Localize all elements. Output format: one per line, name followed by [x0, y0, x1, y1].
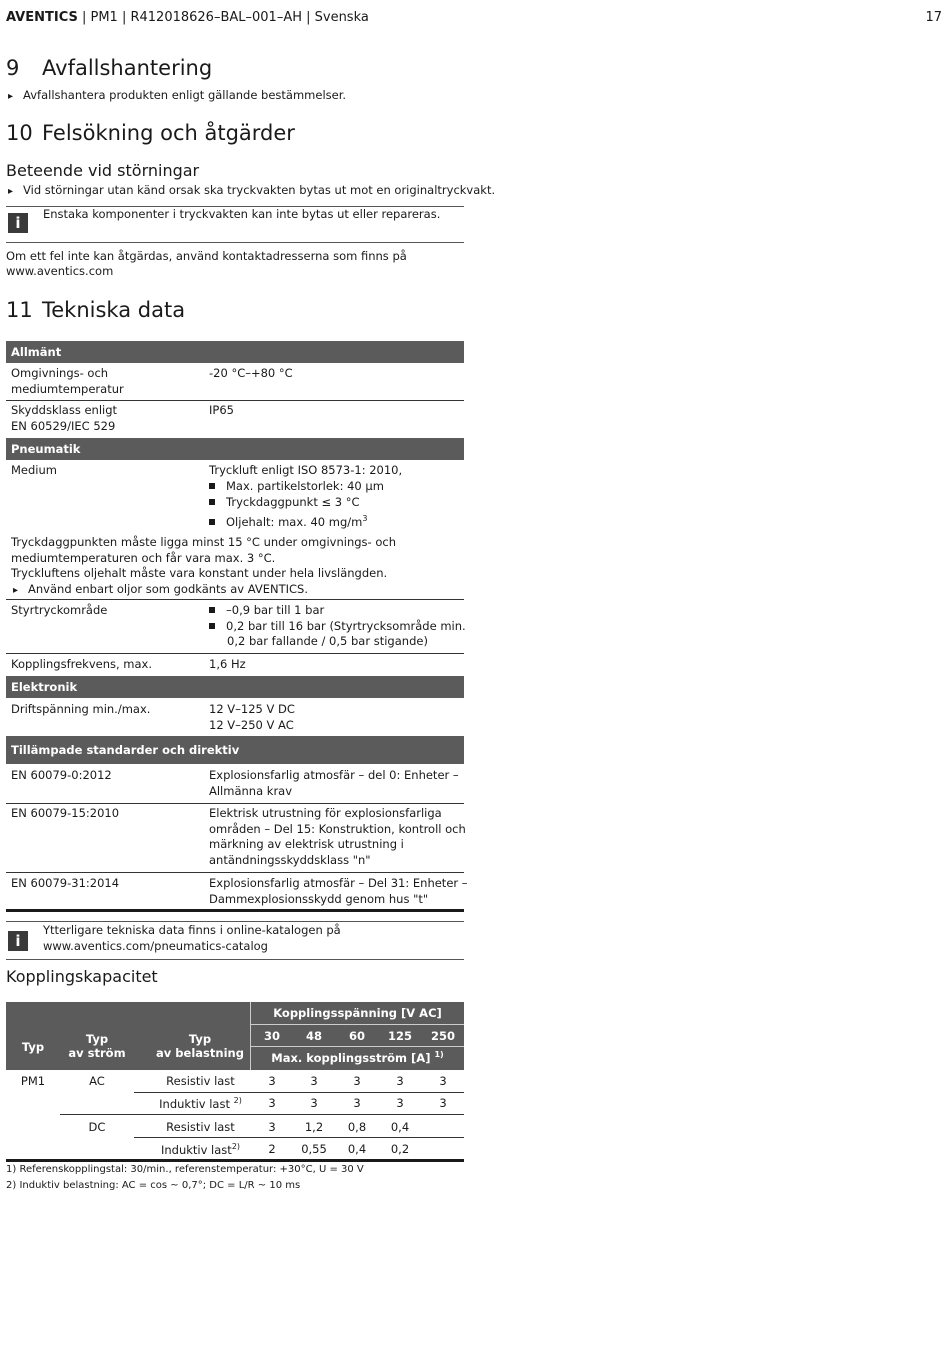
row-divider [134, 1092, 464, 1093]
running-header [6, 10, 369, 25]
row-value: Elektrisk utrustning för explosionsfarliga områden – Del 15: Konstruktion, kontroll och märkning av elektrisk utrustning i antändningsskyddsklass "n" [209, 806, 466, 867]
row-value: 12 V–125 V DC 12 V–250 V AC [209, 702, 295, 732]
medium-bullet: Tryckdaggpunkt ≤ 3 °C [209, 495, 360, 511]
load-label: Resistiv last [166, 1074, 235, 1088]
val-cell: 3 [268, 1120, 276, 1134]
row-label: Kopplingsfrekvens, max. [11, 657, 153, 671]
row-label: Skyddsklass enligt EN 60529/IEC 529 [11, 403, 118, 433]
footnote-2: 2) Induktiv belastning: AC = cos ~ 0,7°; DC = L/R ~ 10 ms [6, 1180, 301, 1191]
cell-typ: PM1 [20, 1074, 46, 1088]
group-header-pneumatik: Pneumatik [6, 438, 464, 460]
catalog-note: Ytterligare tekniska data finns i online-katalogen på www.aventics.com/pneumatics-catalog [43, 923, 341, 953]
volt-250: 250 [430, 1029, 455, 1043]
table-bottom-rule [6, 1159, 464, 1162]
group-header-standarder: Tillämpade standarder och direktiv [6, 736, 464, 764]
medium-note: Tryckdaggpunkten måste ligga minst 15 °C under omgivnings- och mediumtemperaturen och får vara max. 3 °C. Tryckluftens oljehalt måste vara konstant under hela livslängden. ▸ Använd enbart oljor som godkänts av AVENTICS. [11, 535, 396, 598]
row-divider [6, 803, 464, 804]
row-label: EN 60079-15:2010 [11, 806, 120, 820]
info-icon: i [8, 931, 28, 951]
section-title: Avfallshantering [42, 56, 213, 80]
page-number: 17 [925, 10, 942, 25]
section-11-heading [6, 298, 185, 322]
section-title: Tekniska data [42, 298, 186, 322]
val-cell: 3 [396, 1096, 404, 1110]
info-note: Enstaka komponenter i tryckvakten kan inte bytas ut eller repareras. [43, 207, 441, 221]
header-doc-info: | PM1 | R412018626–BAL–001–AH | Svenska [77, 10, 369, 25]
val-cell: 0,4 [390, 1120, 410, 1134]
row-divider [6, 872, 464, 873]
row-divider [134, 1137, 464, 1138]
row-value: -20 °C–+80 °C [209, 366, 293, 380]
divider [6, 921, 464, 922]
col-kopplingsspanning: Kopplingsspänning [V AC] [273, 1006, 442, 1020]
row-value: Tryckluft enligt ISO 8573-1: 2010, [209, 463, 403, 477]
s9-bullet: ▸ Avfallshantera produkten enligt gällande bestämmelser. [8, 88, 346, 105]
row-label: EN 60079-0:2012 [11, 768, 112, 782]
group-header-elektronik: Elektronik [6, 676, 464, 698]
divider [6, 242, 464, 243]
section-title: Felsökning och åtgärder [42, 121, 295, 145]
group-header-allmant: Allmänt [6, 341, 464, 363]
val-cell: 3 [439, 1074, 447, 1088]
brand: AVENTICS [6, 10, 78, 25]
s10-bullet: ▸ Vid störningar utan känd orsak ska tryckvakten bytas ut mot en originaltryckvakt. [8, 183, 495, 200]
val-cell: 3 [396, 1074, 404, 1088]
table-bottom-rule [6, 909, 464, 912]
val-cell: 0,55 [301, 1142, 327, 1156]
val-cell: 3 [310, 1096, 318, 1110]
row-label: EN 60079-31:2014 [11, 876, 120, 890]
volt-60: 60 [348, 1029, 365, 1043]
section-9-heading [6, 56, 212, 80]
val-cell: 0,8 [347, 1120, 367, 1134]
section-10-heading [6, 121, 295, 145]
col-typ-belastning: Typ av belastning [156, 1032, 244, 1060]
subheading-storningar: Beteende vid störningar [6, 161, 200, 180]
val-cell: 3 [310, 1074, 318, 1088]
load-label: Resistiv last [166, 1120, 235, 1134]
row-value: Explosionsfarlig atmosfär – Del 31: Enheter – Dammexplosionsskydd genom hus "t" [209, 876, 468, 906]
volt-125: 125 [387, 1029, 412, 1043]
row-value: Explosionsfarlig atmosfär – del 0: Enheter – Allmänna krav [209, 768, 459, 798]
col-typ-strom: Typ av ström [68, 1032, 126, 1060]
val-cell: 3 [353, 1074, 361, 1088]
divider [6, 959, 464, 960]
cell-dc: DC [88, 1120, 106, 1134]
load-label: Induktiv last$^{2)}$ [160, 1142, 241, 1157]
row-label: Driftspänning min./max. [11, 702, 151, 716]
contact-para-line2: www.aventics.com [6, 264, 114, 278]
val-cell: 3 [439, 1096, 447, 1110]
load-label: Induktiv last $^{2)}$ [159, 1096, 242, 1111]
val-cell: 3 [268, 1074, 276, 1088]
row-divider [60, 1114, 464, 1115]
val-cell: 3 [268, 1096, 276, 1110]
row-value: IP65 [209, 403, 234, 417]
cell-ac: AC [89, 1074, 105, 1088]
val-cell: 2 [268, 1142, 276, 1156]
col-typ: Typ [21, 1040, 45, 1054]
col-max-kopplingsstrom: Max. kopplingsström [A] $^{1)}$ [271, 1050, 444, 1065]
info-icon: i [8, 213, 28, 233]
styr-bullet: 0,2 bar till 16 bar (Styrtrycksområde min. [209, 619, 466, 635]
row-value: 1,6 Hz [209, 657, 246, 671]
section-number: 11 [6, 298, 33, 322]
styr-bullet: –0,9 bar till 1 bar [209, 603, 324, 619]
row-label: Omgivnings- och mediumtemperatur [11, 366, 124, 396]
val-cell: 1,2 [304, 1120, 324, 1134]
footnote-1: 1) Referenskopplingstal: 30/min., referenstemperatur: +30°C, U = 30 V [6, 1164, 364, 1175]
medium-bullet: Oljehalt: max. 40 $mg/m^3$ [209, 511, 367, 530]
volt-48: 48 [305, 1029, 322, 1043]
header-divider [251, 1024, 464, 1025]
row-label: Medium [11, 463, 57, 477]
contact-para-line1: Om ett fel inte kan åtgärdas, använd kontaktadresserna som finns på [6, 249, 407, 263]
kopplingskapacitet-heading: Kopplingskapacitet [6, 967, 158, 986]
row-divider [6, 653, 464, 654]
volt-30: 30 [263, 1029, 280, 1043]
val-cell: 0,2 [390, 1142, 410, 1156]
header-divider [251, 1046, 464, 1047]
val-cell: 3 [353, 1096, 361, 1110]
val-cell: 0,4 [347, 1142, 367, 1156]
row-divider [6, 400, 464, 401]
styr-bullet-cont: 0,2 bar fallande / 0,5 bar stigande) [227, 634, 428, 648]
row-label: Styrtryckområde [11, 603, 108, 617]
section-number: 10 [6, 121, 33, 145]
medium-bullet: Max. partikelstorlek: 40 µm [209, 479, 384, 495]
row-divider [6, 599, 464, 600]
section-number: 9 [6, 56, 20, 80]
